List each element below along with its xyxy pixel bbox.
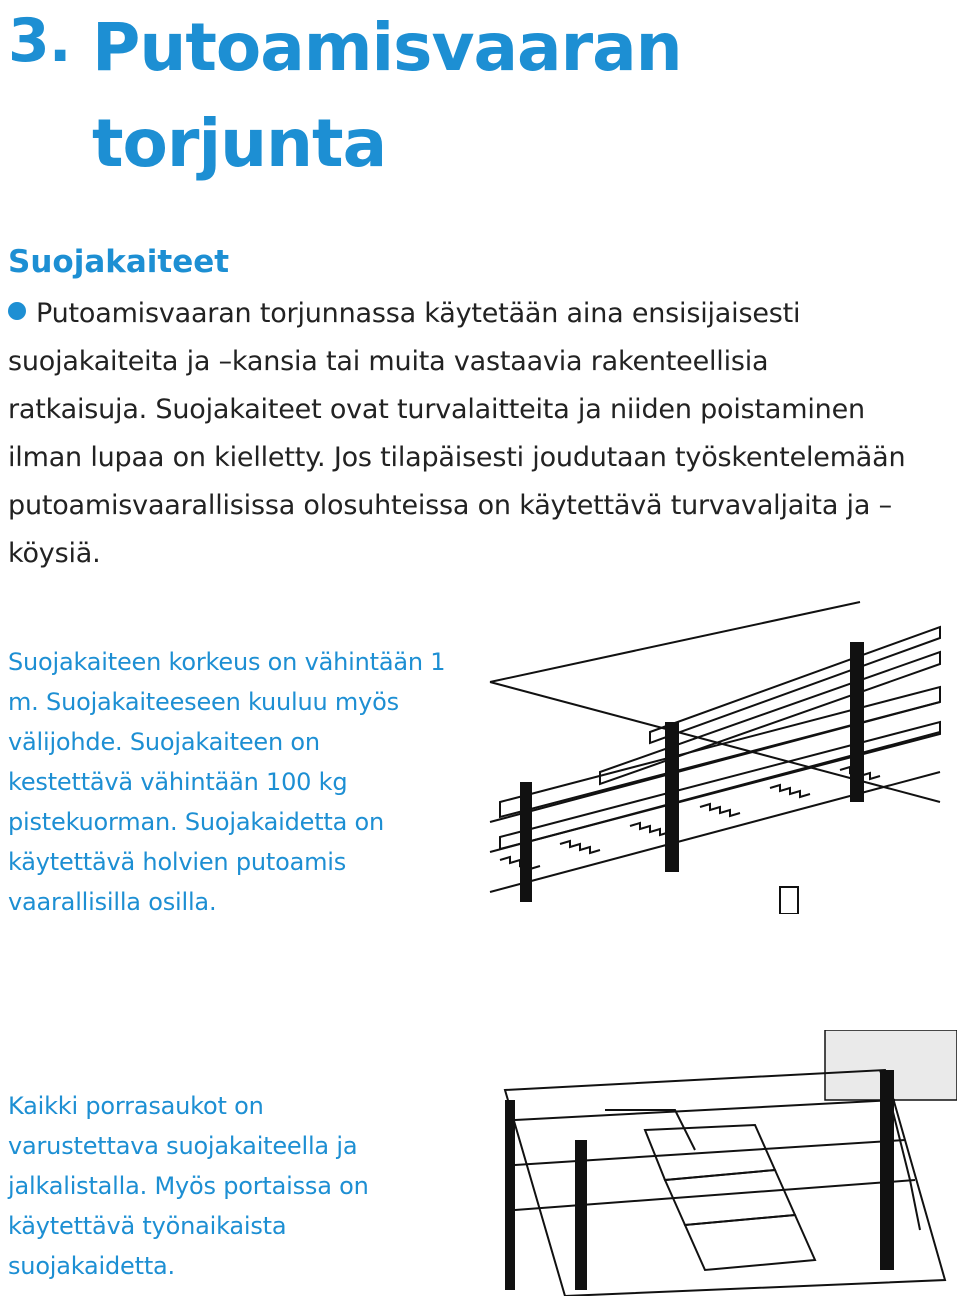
section-heading: Suojakaiteet	[8, 244, 230, 280]
bullet-icon	[8, 302, 26, 320]
stair-opening-caption: Kaikki porrasaukot on varustettava suojakaiteella ja jalkalistalla. Myös portaissa on käytettävä työnaikaista suojakaidetta.	[8, 1092, 369, 1280]
chapter-title: Putoamisvaaran torjunta	[92, 9, 682, 182]
guardrail-illustration	[480, 592, 950, 914]
railing-caption: Suojakaiteen korkeus on vähintään 1 m. Suojakaiteeseen kuuluu myös välijohde. Suojakaiteen on kestettävä vähintään 100 kg pistekuorman. Suojakaidetta on käytettävä holvien putoamis vaarallisilla osilla.	[8, 648, 446, 916]
chapter-number: 3.	[8, 6, 71, 76]
intro-paragraph-text: Putoamisvaaran torjunnassa käytetään aina ensisijaisesti suojakaiteita ja –kansia tai muita vastaavia rakenteellisia ratkaisuja. Suojakaiteet ovat turvalaitteita ja niiden poistaminen ilman lupaa on kielletty. Jos tilapäisesti joudutaan työskentelemään putoamisvaarallisissa olosuhteissa on käytettävä turvavaljaita ja –köysiä.	[8, 298, 906, 569]
stair-opening-illustration	[495, 1030, 957, 1296]
intro-paragraph	[8, 290, 908, 578]
